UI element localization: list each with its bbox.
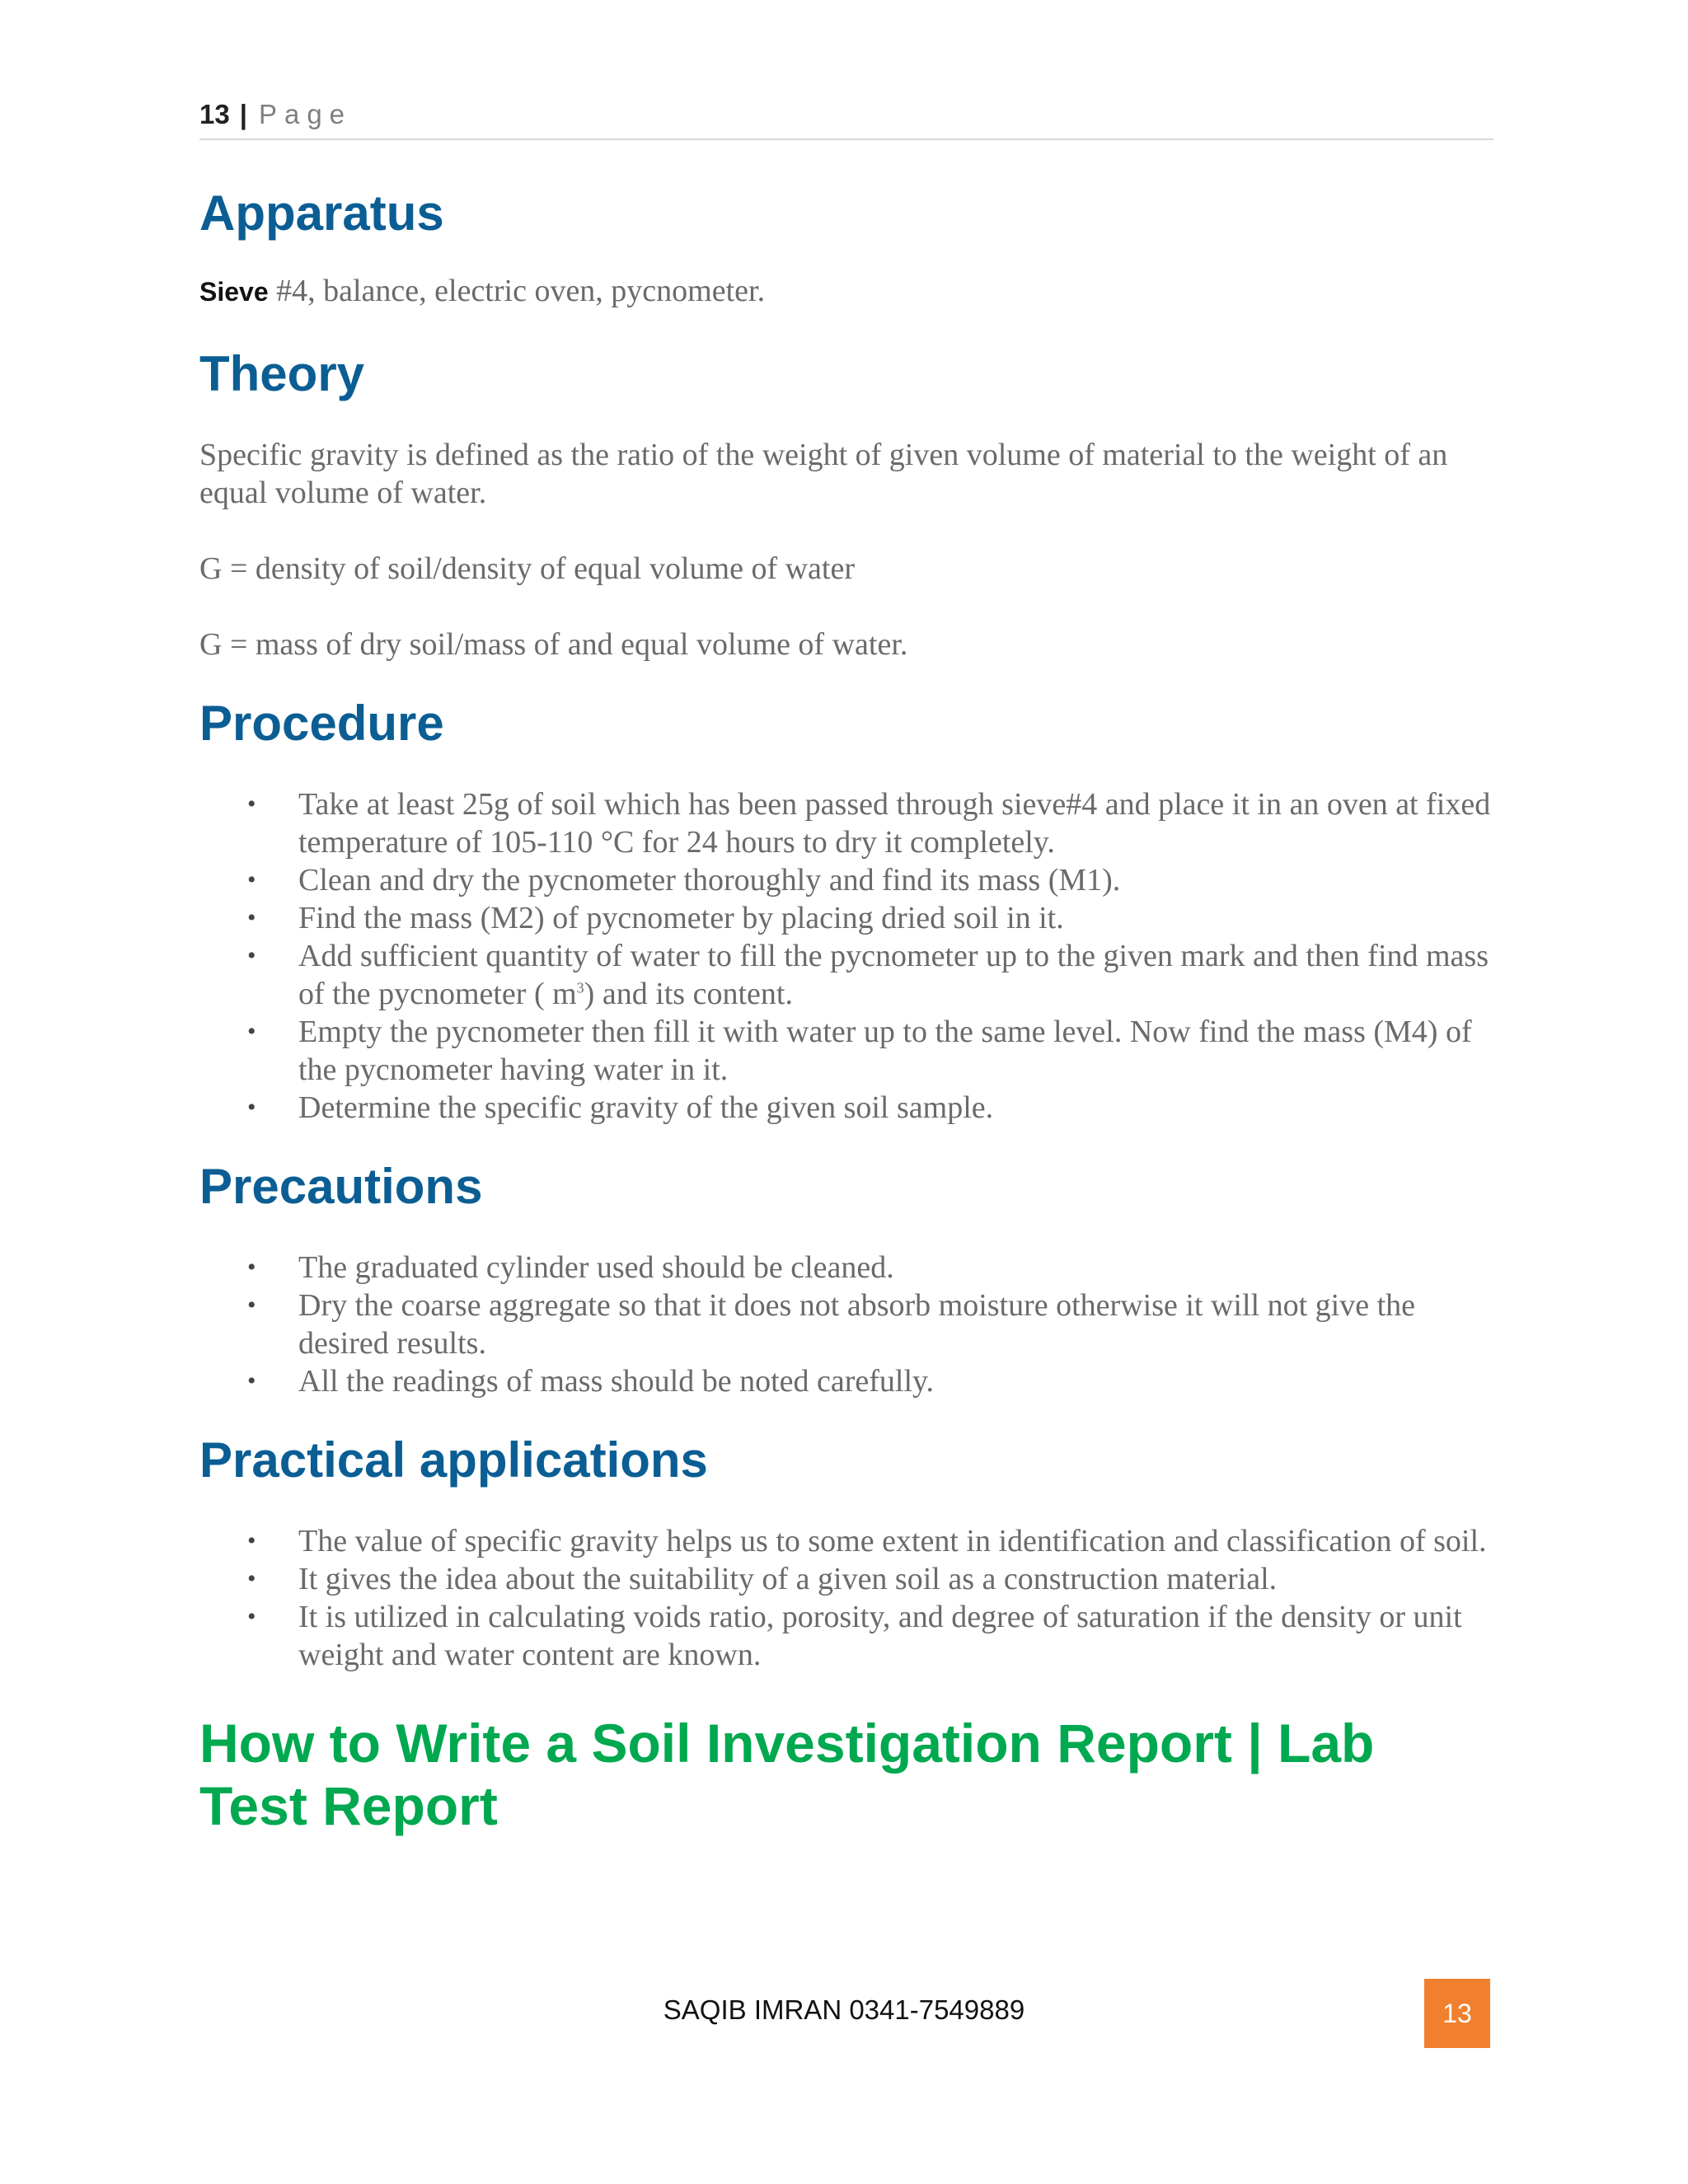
bullet-icon: • <box>247 1367 256 1394</box>
bullet-icon: • <box>247 1291 256 1319</box>
apparatus-heading: Apparatus <box>199 185 444 241</box>
document-body <box>199 186 1493 1837</box>
theory-paragraph: Specific gravity is defined as the ratio of the weight of given volume of material to the weight of an equal volume of water. <box>199 438 1448 510</box>
list-item: • Empty the pycnometer then fill it with water up to the same level. Now find the mass (M4) of the pycnometer having water in it. <box>247 1015 1472 1087</box>
precautions-heading: Precautions <box>199 1159 483 1214</box>
list-item: • The graduated cylinder used should be cleaned. <box>247 1250 894 1285</box>
list-item: • Take at least 25g of soil which has been passed through sieve#4 and place it in an oven at fixed temperature of 105-110 °C for 24 hours to dry it completely. <box>247 787 1491 860</box>
header-page-number: 13 <box>199 99 230 129</box>
promo-heading: How to Write a Soil Investigation Report | Lab Test Report <box>199 1713 1375 1836</box>
list-item: • Clean and dry the pycnometer thoroughly and find its mass (M1). <box>247 863 1121 898</box>
apparatus-list: #4, balance, electric oven, pycnometer. <box>268 274 766 308</box>
bullet-icon: • <box>247 790 256 818</box>
list-item: • All the readings of mass should be noted carefully. <box>247 1364 935 1399</box>
applications-heading: Practical applications <box>199 1432 708 1488</box>
bullet-icon: • <box>247 1094 256 1121</box>
bullet-icon: • <box>247 1603 256 1630</box>
header-separator: | <box>239 99 247 129</box>
procedure-list <box>199 785 1493 1127</box>
bullet-icon: • <box>247 1527 256 1554</box>
bullet-icon: • <box>247 1565 256 1592</box>
theory-formula-2: G = mass of dry soil/mass of and equal volume of water. <box>199 627 908 662</box>
page-header <box>199 99 1493 140</box>
footer-author: SAQIB IMRAN 0341-7549889 <box>663 1994 1025 2025</box>
bullet-icon: • <box>247 1254 256 1281</box>
theory-heading: Theory <box>199 346 365 401</box>
list-item: • It is utilized in calculating voids ratio, porosity, and degree of saturation if the density or unit weight and water content are known. <box>247 1600 1462 1672</box>
list-item: • Determine the specific gravity of the given soil sample. <box>247 1090 994 1125</box>
list-item: • Find the mass (M2) of pycnometer by placing dried soil in it. <box>247 901 1064 935</box>
bullet-icon: • <box>247 904 256 931</box>
bullet-icon: • <box>247 942 256 969</box>
superscript: 3 <box>576 979 584 996</box>
applications-list <box>199 1522 1493 1674</box>
apparatus-text <box>199 272 1493 311</box>
theory-formula-1: G = density of soil/density of equal volume of water <box>199 551 855 586</box>
list-item: • Add sufficient quantity of water to fill the pycnometer up to the given mark and then find mass of the pycnometer ( $m^3$) and its content. <box>247 939 1489 1011</box>
list-item: • The value of specific gravity helps us to some extent in identification and classification of soil. <box>247 1524 1487 1558</box>
bullet-icon: • <box>247 1018 256 1045</box>
list-item: • Dry the coarse aggregate so that it does not absorb moisture otherwise it will not give the desired results. <box>247 1288 1415 1361</box>
bullet-icon: • <box>247 866 256 893</box>
list-item: • It gives the idea about the suitability of a given soil as a construction material. <box>247 1562 1278 1596</box>
header-page-label: Page <box>258 99 353 129</box>
procedure-heading: Procedure <box>199 696 444 751</box>
footer-page-number: 13 <box>1424 1979 1490 2048</box>
precautions-list <box>199 1249 1493 1400</box>
apparatus-lead-word: Sieve <box>199 277 269 307</box>
